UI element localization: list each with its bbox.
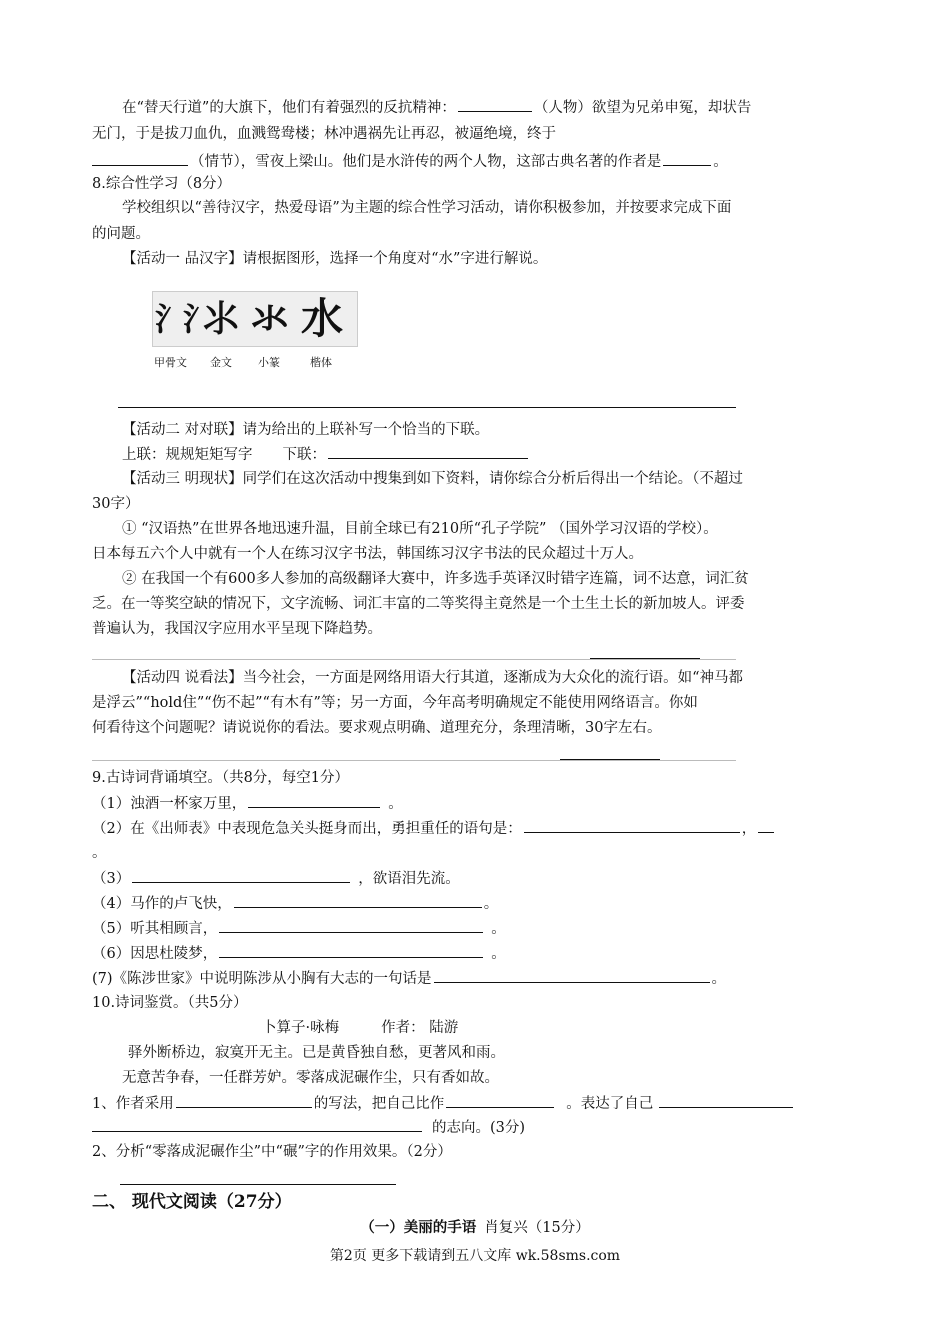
glyph-label-oracle: 甲骨文 [154,356,187,369]
activity1-answer-line[interactable] [118,407,736,408]
q9-blank2b[interactable] [758,818,774,833]
q9-item2-end: 。 [92,845,107,861]
material2-b: 乏。在一等奖空缺的情况下，文字流畅、词汇丰富的二等奖得主竟然是一个土生土长的新加坡人。评委 [92,596,745,612]
q9-blank5[interactable] [219,918,483,933]
material1-a: ① “汉语热”在世界各地迅速升温，目前全球已有210所“孔子学院” （国外学习汉语的学校）。 [122,521,718,537]
section2-title: 二、 现代文阅读（27分） [92,1192,292,1212]
q9-blank6[interactable] [219,943,483,958]
q7-line3: （情节），雪夜上梁山。他们是水浒传的两个人物，这部古典名著的作者是 。 [92,151,728,172]
q9-title: 9.古诗词背诵填空。（共8分，每空1分） [92,770,350,786]
q7-blank-person[interactable] [458,97,532,112]
q9-blank3[interactable] [132,868,350,883]
q7-blank-author[interactable] [663,151,711,166]
q8-activity4-b: 是浮云”“hold住”“伤不起”“有木有”等；另一方面，今年高考明确规定不能使用网络语言。你如 [92,695,698,711]
q8-intro1: 学校组织以“善待汉字，热爱母语”为主题的综合性学习活动，请你积极参加，并按要求完成下面 [122,200,732,216]
q8-activity4-a: 【活动四 说看法】当今社会，一方面是网络用语大行其道，逐渐成为大众化的流行语。如“神马都 [122,670,744,686]
glyph-label-regular: 楷体 [310,356,332,369]
q9-item4: （4）马作的卢飞快， 。 [92,893,498,914]
shui-glyph-image [152,291,358,347]
q8-activity1: 【活动一 品汉字】请根据图形，选择一个角度对“水”字进行解说。 [122,251,548,267]
material2-c: 普遍认为，我国汉字应用水平呈现下降趋势。 [92,621,382,637]
q9-blank1[interactable] [248,793,380,808]
q10-blank-technique[interactable] [176,1093,312,1108]
glyph-label-seal: 小篆 [258,356,280,369]
q10-answer2-line[interactable] [120,1184,396,1185]
q8-activity3-b: 30字） [92,496,140,512]
material2-a: ② 在我国一个有600多人参加的高级翻译大赛中，许多选手英译汉时错字连篇，词不达意，词汇贫 [122,571,749,587]
q9-blank2a[interactable] [524,818,740,833]
q10-title: 10.诗词鉴赏。（共5分） [92,995,248,1011]
couplet-line: 上联：规规矩矩写字 下联： [122,444,530,465]
material1-b: 日本每五六个人中就有一个人在练习汉字书法，韩国练习汉字书法的民众超过十万人。 [92,546,643,562]
q9-item1: （1）浊酒一杯家万里， 。 [92,793,403,814]
q7-blank-plot[interactable] [92,151,188,166]
q8-title: 8.综合性学习（8分） [92,176,232,192]
q9-item5: （5）听其相顾言， 。 [92,918,506,939]
q10-blank-compare[interactable] [446,1093,554,1108]
q10-blank-aspiration-a[interactable] [659,1093,793,1108]
bronze-glyph: ⺢ [203,298,240,340]
q8-intro2: 的问题。 [92,226,150,242]
regular-glyph: 水 [301,294,344,343]
activity3-answer-line-dark [590,658,700,659]
q10-answer1: 1、作者采用 的写法，把自己比作 。表达了自己 [92,1093,795,1114]
poem-line2: 无意苦争春，一任群芳妒。零落成泥碾作尘，只有香如故。 [122,1070,499,1086]
q9-item3: （3） ，欲语泪先流。 [92,868,460,889]
oracle-glyph: ⺡⺡ [155,300,212,338]
q7-line2: 无门，于是拔刀血仇，血溅鸳鸯楼；林冲遇祸先让再忍，被逼绝境，终于 [92,126,556,142]
q8-activity4-c: 何看待这个问题呢？请说说你的看法。要求观点明确、道理充分，条理清晰，30字左右。 [92,720,662,736]
couplet-answer-blank[interactable] [328,444,528,459]
glyph-label-bronze: 金文 [210,356,232,369]
q10-answer2: 2、分析“零落成泥碾作尘”中“碾”字的作用效果。（2分） [92,1144,452,1160]
poem-line1: 驿外断桥边，寂寞开无主。已是黄昏独自愁，更著风和雨。 [128,1045,505,1061]
q9-item6: （6）因思杜陵梦， 。 [92,943,506,964]
activity4-answer-line[interactable] [92,760,736,761]
activity3-answer-line[interactable] [92,659,736,660]
poem-title-line: 卜算子·咏梅 作者： 陆游 [262,1020,459,1036]
section2-subtitle: （一）美丽的手语 肖复兴（15分） [360,1219,590,1236]
q9-blank4[interactable] [234,893,482,908]
q7-line1: 在“替天行道”的大旗下，他们有着强烈的反抗精神： （人物）欲望为兄弟申冤，却状告 [122,97,751,118]
q8-activity3-a: 【活动三 明现状】同学们在这次活动中搜集到如下资料，请你综合分析后得出一个结论。（不超过 [122,471,743,487]
q10-blank-aspiration-b[interactable] [92,1117,422,1132]
activity4-answer-line-dark [560,759,660,760]
seal-glyph: 氺 [251,296,290,341]
q8-activity2: 【活动二 对对联】请为给出的上联补写一个恰当的下联。 [122,422,490,438]
q9-blank7[interactable] [434,968,710,983]
q9-item2: （2）在《出师表》中表现危急关头挺身而出，勇担重任的语句是： ， [92,818,776,839]
page-footer: 第2页 更多下载请到五八文库 wk.58sms.com [329,1248,621,1264]
q10-answer1-cont: 的志向。(3分) [92,1117,525,1138]
q9-item7: (7)《陈涉世家》中说明陈涉从小胸有大志的一句话是 。 [92,968,726,989]
